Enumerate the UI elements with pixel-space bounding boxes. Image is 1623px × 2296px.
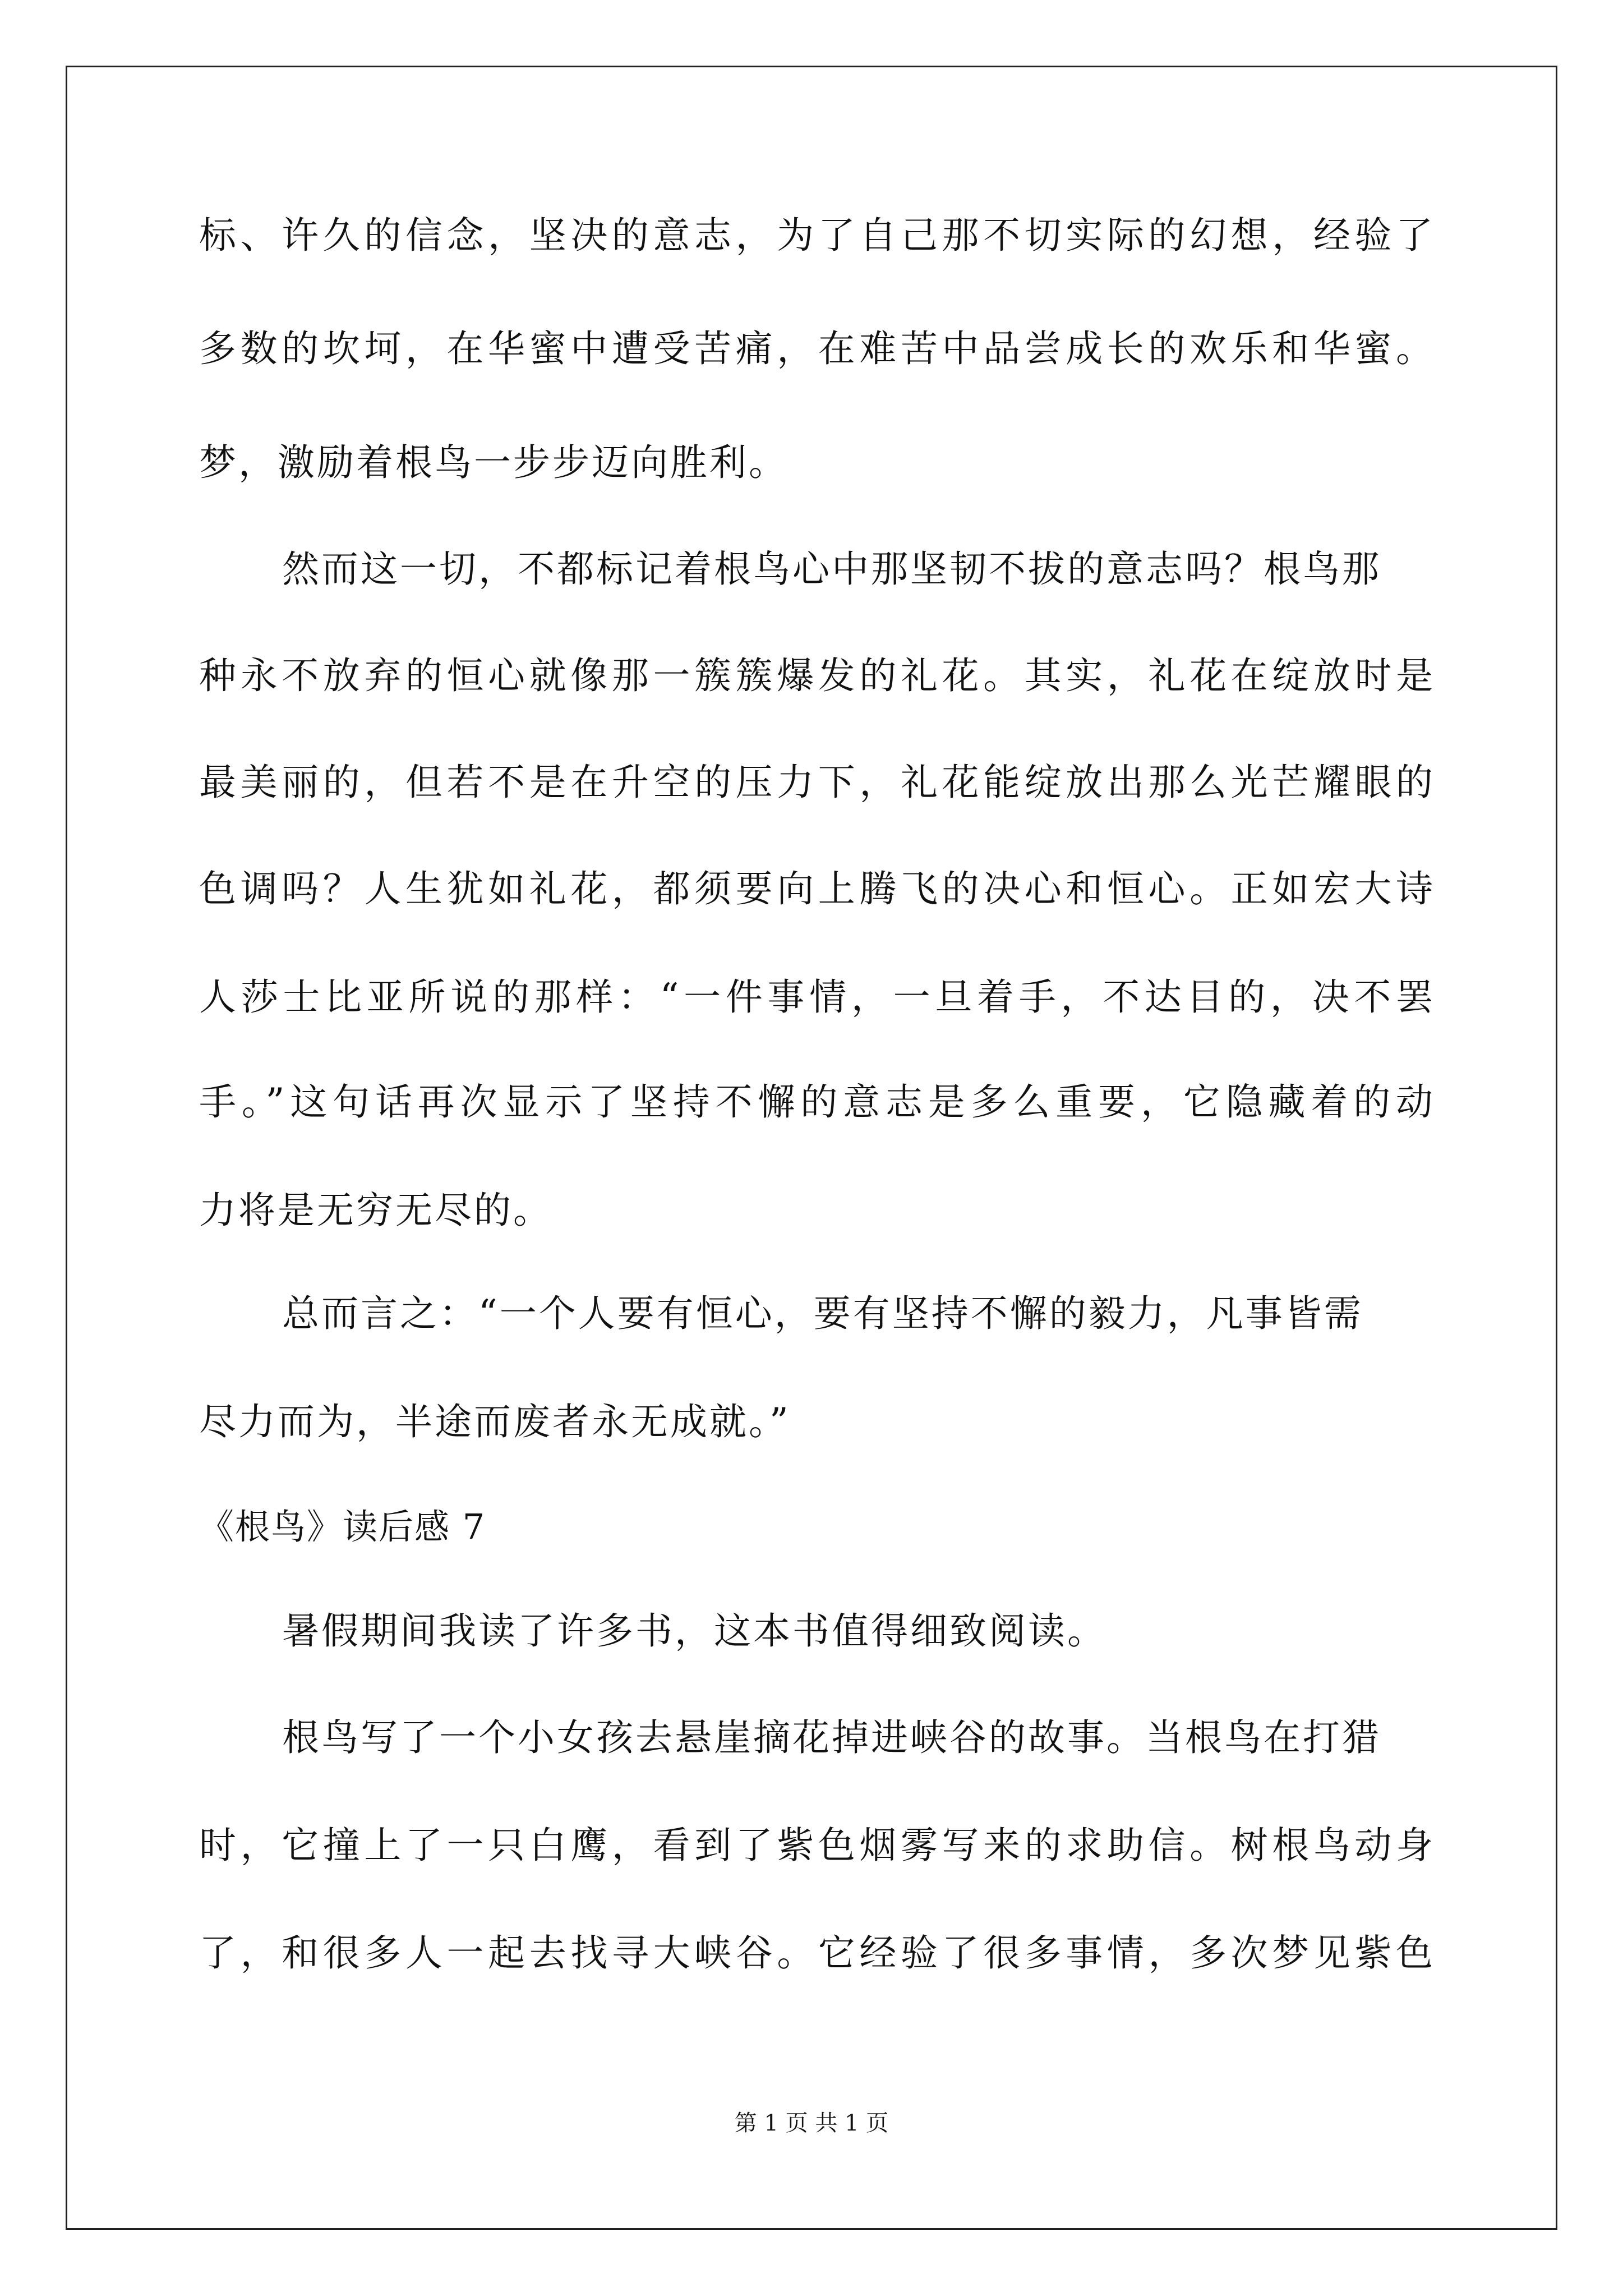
paragraph-line: 力将是无穷无尽的。: [199, 1189, 552, 1232]
section-heading: 《根鸟》读后感 7: [199, 1506, 486, 1547]
paragraph-line: 人莎士比亚所说的那样：“一件事情，一旦着手，不达目的，决不罢: [199, 976, 1433, 1019]
paragraph-line: 色调吗？人生犹如礼花，都须要向上腾飞的决心和恒心。正如宏大诗: [199, 867, 1433, 910]
page-footer: 第 1 页 共 1 页: [734, 2110, 889, 2136]
paragraph-line: 尽力而为，半途而废者永无成就。”: [199, 1400, 791, 1443]
paragraph-line: 暑假期间我读了许多书，这本书值得细致阅读。: [282, 1609, 1106, 1653]
paragraph-line: 种永不放弃的恒心就像那一簇簇爆发的礼花。其实，礼花在绽放时是: [199, 654, 1433, 697]
paragraph-line: 标、许久的信念，坚决的意志，为了自己那不切实际的幻想，经验了: [199, 214, 1433, 257]
paragraph-line: 最美丽的，但若不是在升空的压力下，礼花能绽放出那么光芒耀眼的: [199, 761, 1433, 804]
paragraph-line: 了，和很多人一起去找寻大峡谷。它经验了很多事情，多次梦见紫色: [199, 1931, 1433, 1975]
paragraph-line: 手。”这句话再次显示了坚持不懈的意志是多么重要，它隐藏着的动: [199, 1080, 1433, 1124]
page-border: [66, 66, 1557, 2230]
paragraph-line: 根鸟写了一个小女孩去悬崖摘花掉进峡谷的故事。当根鸟在打猎: [282, 1716, 1381, 1759]
paragraph-line: 多数的坎坷，在华蜜中遭受苦痛，在难苦中品尝成长的欢乐和华蜜。: [199, 327, 1433, 370]
paragraph-line: 总而言之：“一个人要有恒心，要有坚持不懈的毅力，凡事皆需: [282, 1292, 1363, 1335]
paragraph-line: 时，它撞上了一只白鹰，看到了紫色烟雾写来的求助信。树根鸟动身: [199, 1824, 1433, 1867]
paragraph-line: 然而这一切，不都标记着根鸟心中那坚韧不拔的意志吗？根鸟那: [282, 547, 1381, 591]
paragraph-line: 梦，激励着根鸟一步步迈向胜利。: [199, 441, 788, 484]
